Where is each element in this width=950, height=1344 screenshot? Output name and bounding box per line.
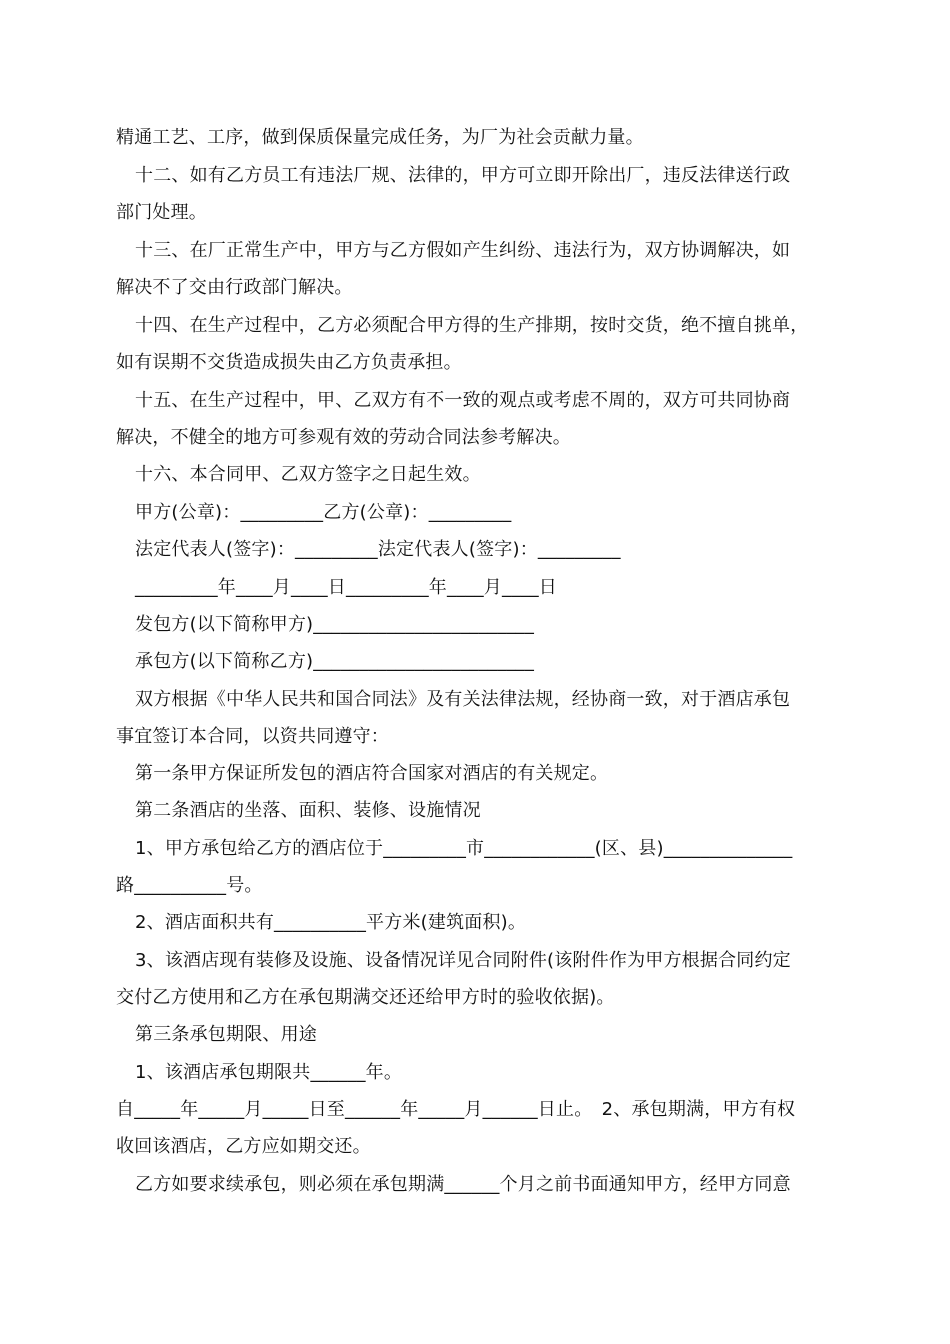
preamble-line-1: 双方根据《中华人民共和国合同法》及有关法律法规，经协商一致，对于酒店承包 bbox=[135, 689, 791, 710]
article-2-heading: 第二条酒店的坐落、面积、装修、设施情况 bbox=[135, 800, 481, 821]
clause-14-line-1: 十四、在生产过程中，乙方必须配合甲方得的生产排期，按时交货，绝不擅自挑单， bbox=[135, 315, 809, 336]
clause-15-line-1: 十五、在生产过程中，甲、乙双方有不一致的观点或考虑不周的，双方可共同协商 bbox=[135, 390, 791, 411]
clause-13-line-2: 解决不了交由行政部门解决。 bbox=[116, 277, 353, 298]
clause-14-line-2: 如有误期不交货造成损失由乙方负责承担。 bbox=[116, 352, 462, 373]
date-line: _________年____月____日_________年____月____日 bbox=[135, 577, 557, 598]
clause-12-line-1: 十二、如有乙方员工有违法厂规、法律的，甲方可立即开除出厂，违反法律送行政 bbox=[135, 165, 791, 186]
contractor-party-a: 发包方(以下简称甲方)________________________ bbox=[135, 614, 535, 635]
clause-12-line-2: 部门处理。 bbox=[116, 202, 207, 223]
term-dates-line: 自_____年_____月_____日至______年_____月______日止。 2、承包期满，甲方有权 bbox=[116, 1099, 796, 1120]
article-2-item-1-line-2: 路__________号。 bbox=[116, 875, 263, 896]
clause-16: 十六、本合同甲、乙双方签字之日起生效。 bbox=[135, 464, 481, 485]
article-3-heading: 第三条承包期限、用途 bbox=[135, 1024, 317, 1045]
article-2-item-3-line-1: 3、该酒店现有装修及设施、设备情况详见合同附件(该附件作为甲方根据合同约定 bbox=[135, 950, 791, 971]
term-return-line: 收回该酒店，乙方应如期交还。 bbox=[116, 1136, 371, 1157]
article-2-item-2: 2、酒店面积共有__________平方米(建筑面积)。 bbox=[135, 912, 527, 933]
article-3-item-1: 1、该酒店承包期限共______年。 bbox=[135, 1062, 403, 1083]
clause-13-line-1: 十三、在厂正常生产中，甲方与乙方假如产生纠纷、违法行为，双方协调解决，如 bbox=[135, 240, 791, 261]
preamble-line-2: 事宜签订本合同，以资共同遵守： bbox=[116, 726, 389, 747]
article-2-item-3-line-2: 交付乙方使用和乙方在承包期满交还还给甲方时的验收依据)。 bbox=[116, 987, 615, 1008]
renewal-line: 乙方如要求续承包，则必须在承包期满______个月之前书面通知甲方，经甲方同意 bbox=[135, 1174, 791, 1195]
text-line: 精通工艺、工序，做到保质保量完成任务，为厂为社会贡献力量。 bbox=[116, 127, 644, 148]
article-1: 第一条甲方保证所发包的酒店符合国家对酒店的有关规定。 bbox=[135, 763, 609, 784]
contractor-party-b: 承包方(以下简称乙方)________________________ bbox=[135, 651, 535, 672]
legal-rep-signature-line: 法定代表人(签字)：_________法定代表人(签字)：_________ bbox=[135, 539, 621, 560]
clause-15-line-2: 解决，不健全的地方可参观有效的劳动合同法参考解决。 bbox=[116, 427, 571, 448]
party-seal-line: 甲方(公章)：_________乙方(公章)：_________ bbox=[135, 502, 512, 523]
article-2-item-1-line-1: 1、甲方承包给乙方的酒店位于_________市____________(区、县)______________ bbox=[135, 838, 793, 859]
